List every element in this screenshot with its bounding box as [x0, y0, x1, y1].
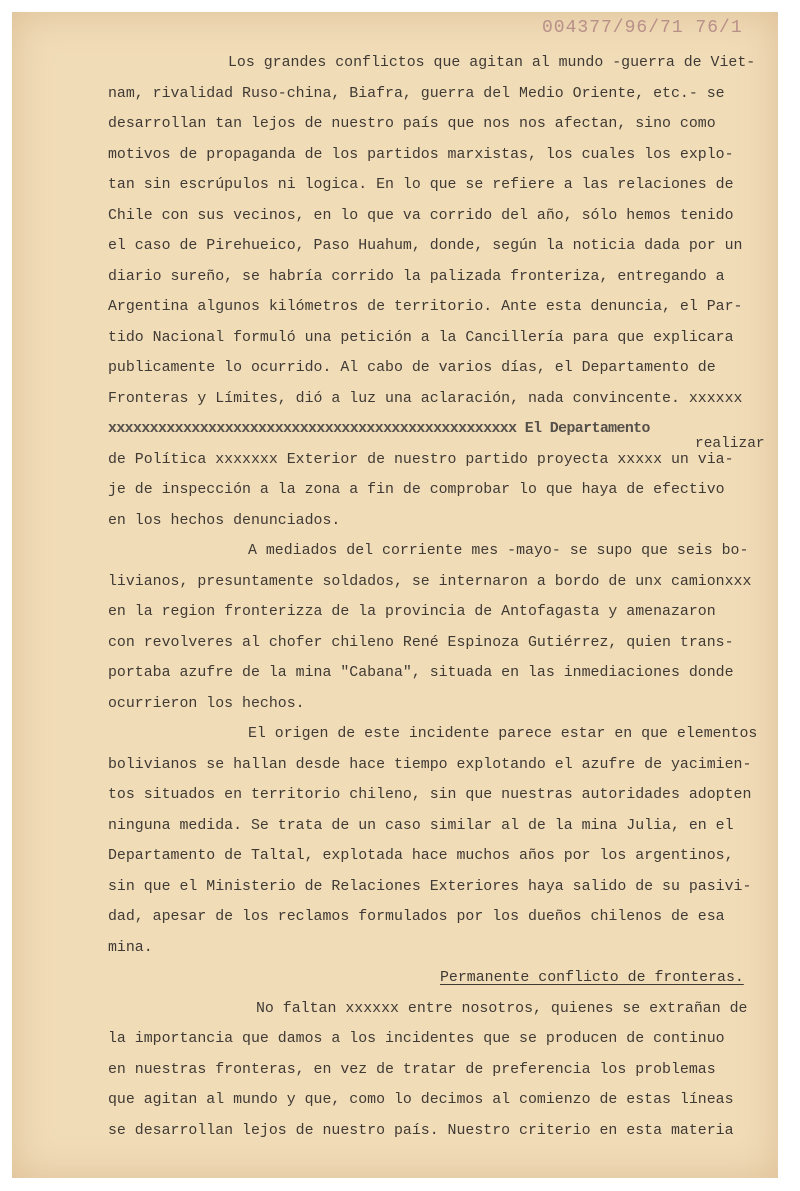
struck-through-line: xxxxxxxxxxxxxxxxxxxxxxxxxxxxxxxxxxxxxxxxxxxxxxxxx El Departamento — [108, 421, 650, 437]
text-line: bolivianos se hallan desde hace tiempo explotando el azufre de yacimien- — [108, 757, 752, 773]
text-line: tos situados en territorio chileno, sin que nuestras autoridades adopten — [108, 787, 752, 803]
archive-stamp: 004377/96/71 76/1 — [542, 18, 743, 38]
text-line: se desarrollan lejos de nuestro país. Nuestro criterio en esta materia — [108, 1123, 734, 1139]
text-line: portaba azufre de la mina "Cabana", situada en las inmediaciones donde — [108, 665, 734, 681]
text-line: diario sureño, se habría corrido la palizada fronteriza, entregando a — [108, 269, 725, 285]
text-line: No faltan xxxxxx entre nosotros, quienes se extrañan de — [256, 1001, 748, 1017]
text-line: desarrollan tan lejos de nuestro país que nos nos afectan, sino como — [108, 116, 716, 132]
text-line: en los hechos denunciados. — [108, 513, 341, 529]
text-line: de Política xxxxxxx Exterior de nuestro partido proyecta xxxxx un via- — [108, 452, 734, 468]
text-line: en la region fronterizza de la provincia de Antofagasta y amenazaron — [108, 604, 716, 620]
text-line: El origen de este incidente parece estar en que elementos — [248, 726, 758, 742]
text-line: Fronteras y Límites, dió a luz una aclaración, nada convincente. xxxxxx — [108, 391, 743, 407]
text-line: publicamente lo ocurrido. Al cabo de varios días, el Departamento de — [108, 360, 716, 376]
text-line: en nuestras fronteras, en vez de tratar de preferencia los problemas — [108, 1062, 716, 1078]
section-heading: Permanente conflicto de fronteras. — [440, 970, 744, 986]
text-line: nam, rivalidad Ruso-china, Biafra, guerra del Medio Oriente, etc.- se — [108, 86, 725, 102]
text-line: livianos, presuntamente soldados, se internaron a bordo de unx camionxxx — [108, 574, 752, 590]
text-line: Los grandes conflictos que agitan al mundo -guerra de Viet- — [228, 55, 756, 71]
text-line: Chile con sus vecinos, en lo que va corrido del año, sólo hemos tenido — [108, 208, 734, 224]
text-line: je de inspección a la zona a fin de comprobar lo que haya de efectivo — [108, 482, 725, 498]
interlinear-insert: realizar — [695, 436, 765, 452]
text-line: Departamento de Taltal, explotada hace muchos años por los argentinos, — [108, 848, 734, 864]
text-line: dad, apesar de los reclamos formulados por los dueños chilenos de esa — [108, 909, 725, 925]
typewritten-page — [12, 12, 778, 1178]
text-line: ocurrieron los hechos. — [108, 696, 305, 712]
text-line: A mediados del corriente mes -mayo- se supo que seis bo- — [248, 543, 749, 559]
text-line: motivos de propaganda de los partidos marxistas, los cuales los explo- — [108, 147, 734, 163]
text-line: que agitan al mundo y que, como lo decimos al comienzo de estas líneas — [108, 1092, 734, 1108]
text-line: el caso de Pirehueico, Paso Huahum, donde, según la noticia dada por un — [108, 238, 743, 254]
text-line: mina. — [108, 940, 153, 956]
text-line: con revolveres al chofer chileno René Espinoza Gutiérrez, quien trans- — [108, 635, 734, 651]
text-line: tido Nacional formuló una petición a la Cancillería para que explicara — [108, 330, 734, 346]
text-line: la importancia que damos a los incidentes que se producen de continuo — [108, 1031, 725, 1047]
text-line: tan sin escrúpulos ni logica. En lo que se refiere a las relaciones de — [108, 177, 734, 193]
text-line: ninguna medida. Se trata de un caso similar al de la mina Julia, en el — [108, 818, 734, 834]
text-line: sin que el Ministerio de Relaciones Exteriores haya salido de su pasivi- — [108, 879, 752, 895]
text-line: Argentina algunos kilómetros de territorio. Ante esta denuncia, el Par- — [108, 299, 743, 315]
